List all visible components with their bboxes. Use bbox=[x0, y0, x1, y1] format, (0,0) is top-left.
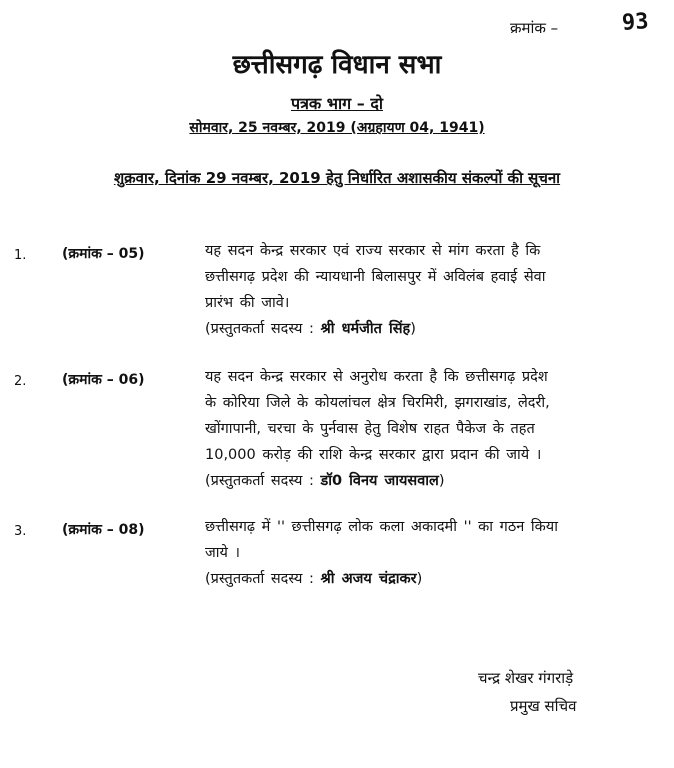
item-line: खोंगापानी, चरचा के पुर्नवास हेतु विशेष राहत पैकेज के तहत bbox=[205, 421, 535, 437]
item-number: 2. bbox=[14, 374, 27, 389]
date-line bbox=[0, 118, 674, 137]
presenter-name: श्री अजय चंद्राकर bbox=[320, 571, 417, 587]
item-body bbox=[205, 238, 650, 342]
item-presenter bbox=[205, 316, 650, 342]
item-presenter bbox=[205, 566, 650, 592]
item-presenter bbox=[205, 468, 650, 494]
item-line: छत्तीसगढ़ प्रदेश की न्यायधानी बिलासपुर में अविलंब हवाई सेवा bbox=[205, 269, 546, 285]
presenter-name: डॉ0 विनय जायसवाल bbox=[320, 473, 439, 489]
presenter-prefix: (प्रस्तुतकर्ता सदस्य : bbox=[205, 473, 321, 489]
presenter-prefix: (प्रस्तुतकर्ता सदस्य : bbox=[205, 571, 321, 587]
item-number: 1. bbox=[14, 248, 27, 263]
item-ref: (क्रमांक – 06) bbox=[62, 372, 145, 388]
presenter-suffix: ) bbox=[416, 571, 423, 587]
page-title: छत्तीसगढ़ विधान सभा bbox=[232, 50, 442, 80]
date-text: सोमवार, 25 नवम्बर, 2019 (अग्रहायण 04, 1941) bbox=[189, 120, 485, 136]
item-line: छत्तीसगढ़ में '' छत्तीसगढ़ लोक कला अकादमी '' का गठन किया bbox=[205, 519, 558, 535]
page-subtitle bbox=[0, 92, 674, 114]
item-line: के कोरिया जिले के कोयलांचल क्षेत्र चिरमिरी, झगराखांड, लेदरी, bbox=[205, 395, 550, 411]
item-line: 10,000 करोड़ की राशि केन्द्र सरकार द्वारा प्रदान की जाये । bbox=[205, 447, 542, 463]
item-ref: (क्रमांक – 08) bbox=[62, 522, 145, 538]
signatory-designation: प्रमुख सचिव bbox=[510, 697, 577, 715]
subtitle-text: पत्रक भाग – दो bbox=[291, 94, 383, 113]
item-line: जाये । bbox=[205, 545, 241, 561]
item-body bbox=[205, 364, 650, 494]
presenter-name: श्री धर्मजीत सिंह bbox=[320, 321, 411, 337]
item-number: 3. bbox=[14, 524, 27, 539]
presenter-suffix: ) bbox=[438, 473, 445, 489]
item-line: यह सदन केन्द्र सरकार एवं राज्य सरकार से मांग करता है कि bbox=[205, 243, 541, 259]
serial-number: 93 bbox=[621, 9, 650, 36]
signatory-name: चन्द्र शेखर गंगराड़े bbox=[478, 669, 574, 687]
item-body bbox=[205, 514, 650, 592]
item-line: यह सदन केन्द्र सरकार से अनुरोध करता है कि छत्तीसगढ़ प्रदेश bbox=[205, 369, 548, 385]
notice-text: शुक्रवार, दिनांक 29 नवम्बर, 2019 हेतु निर्धारित अशासकीय संकल्पों की सूचना bbox=[113, 169, 561, 187]
item-ref: (क्रमांक – 05) bbox=[62, 246, 145, 262]
presenter-suffix: ) bbox=[410, 321, 416, 337]
notice-heading bbox=[0, 168, 674, 188]
presenter-prefix: (प्रस्तुतकर्ता सदस्य : bbox=[205, 321, 321, 337]
item-line: प्रारंभ की जावे। bbox=[205, 295, 290, 311]
serial-label: क्रमांक – bbox=[510, 19, 559, 37]
